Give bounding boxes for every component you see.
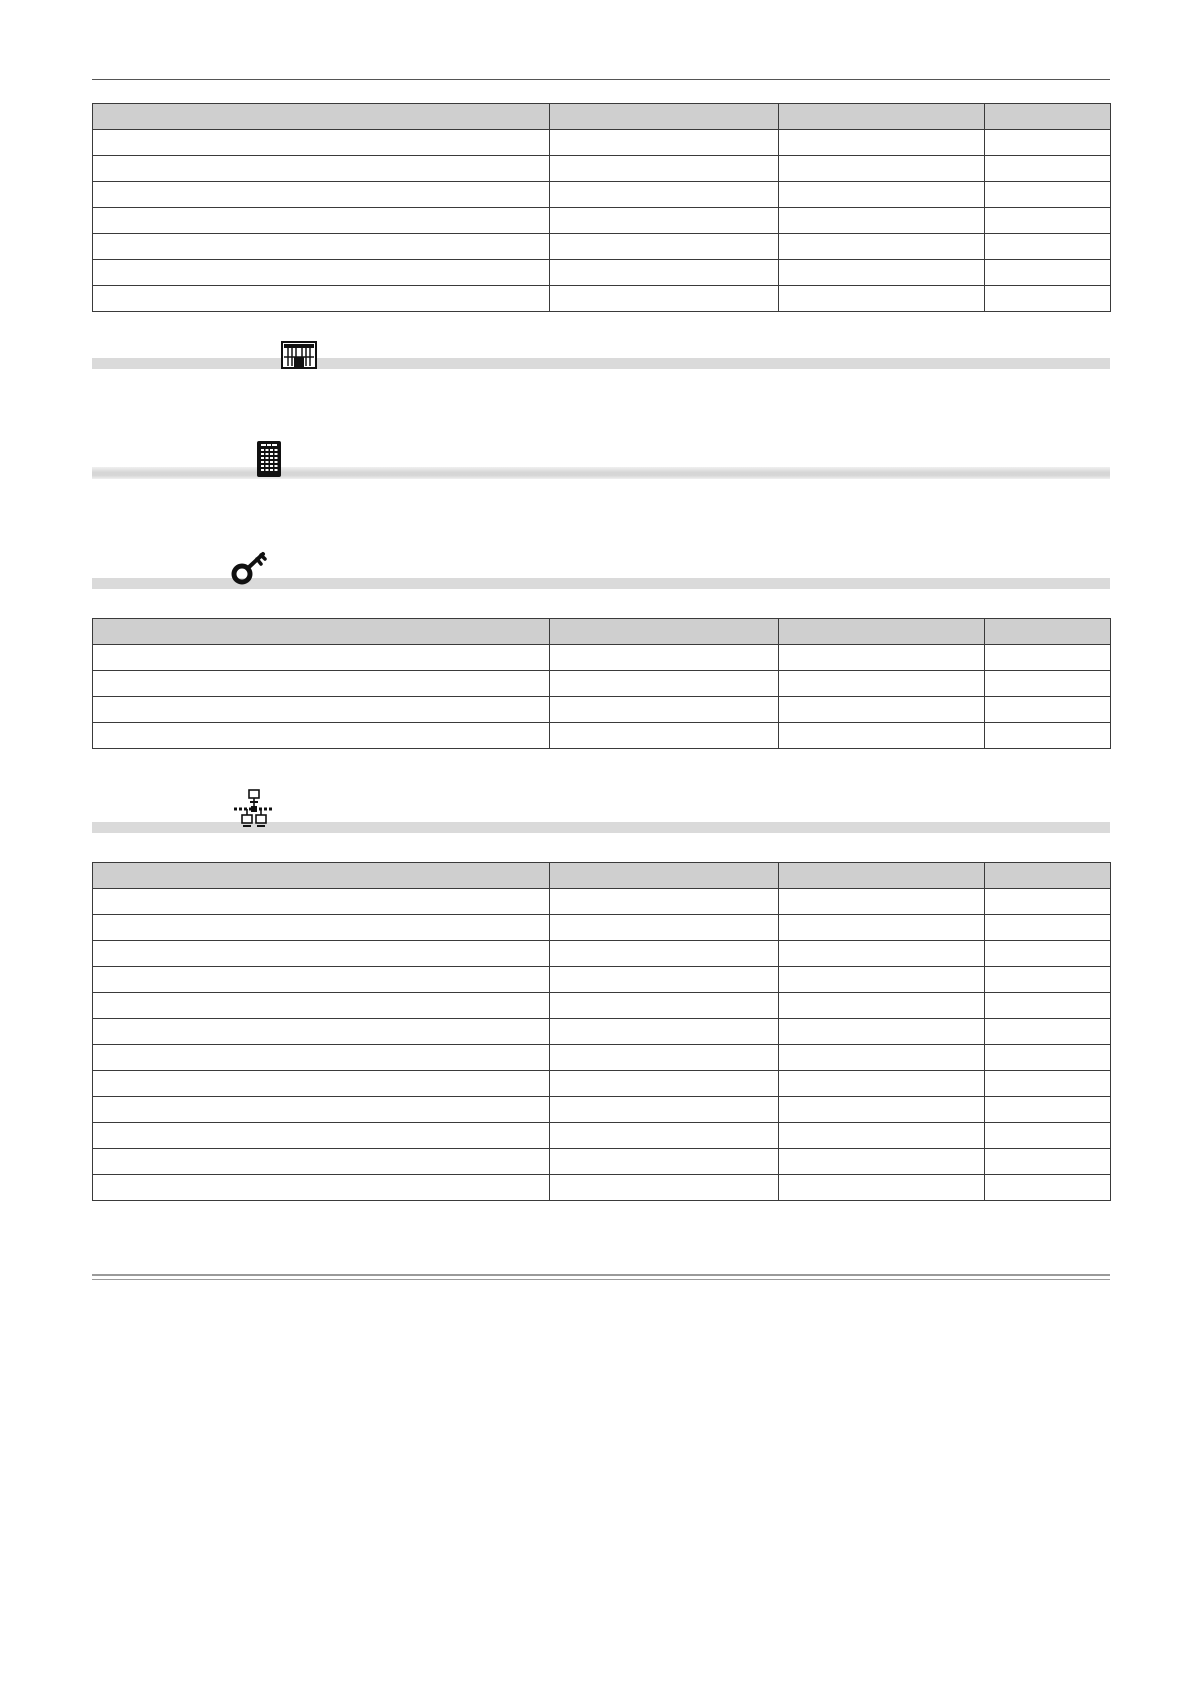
table-cell bbox=[550, 1097, 779, 1123]
network-icon bbox=[232, 789, 276, 829]
table-cell bbox=[779, 156, 985, 182]
table-cell bbox=[985, 1175, 1111, 1201]
table-cell bbox=[93, 234, 550, 260]
table-cell bbox=[550, 941, 779, 967]
table-header-cell bbox=[550, 104, 779, 130]
table-row bbox=[93, 941, 1111, 967]
table-row bbox=[93, 1175, 1111, 1201]
table-row bbox=[93, 671, 1111, 697]
table-row bbox=[93, 156, 1111, 182]
table-cell bbox=[779, 941, 985, 967]
table-row bbox=[93, 967, 1111, 993]
table-cell bbox=[93, 1019, 550, 1045]
table-cell bbox=[93, 1045, 550, 1071]
table-row bbox=[93, 208, 1111, 234]
table-cell bbox=[550, 967, 779, 993]
table-cell bbox=[93, 1097, 550, 1123]
table-header-cell bbox=[93, 104, 550, 130]
table-header-cell bbox=[985, 619, 1111, 645]
table-cell bbox=[985, 1045, 1111, 1071]
table-cell bbox=[985, 915, 1111, 941]
section-band-projector bbox=[92, 467, 1110, 479]
table-cell bbox=[93, 260, 550, 286]
table-cell bbox=[779, 671, 985, 697]
table-cell bbox=[985, 941, 1111, 967]
footer-rule bbox=[92, 1274, 1110, 1276]
table-cell bbox=[779, 1019, 985, 1045]
table-cell bbox=[93, 208, 550, 234]
table-cell bbox=[550, 1071, 779, 1097]
table-header-cell bbox=[550, 619, 779, 645]
table-cell bbox=[985, 889, 1111, 915]
table-cell bbox=[93, 993, 550, 1019]
table-row bbox=[93, 915, 1111, 941]
table-row bbox=[93, 1149, 1111, 1175]
table-cell bbox=[93, 1175, 550, 1201]
table-header-cell bbox=[985, 104, 1111, 130]
table-cell bbox=[985, 1071, 1111, 1097]
table-cell bbox=[550, 723, 779, 749]
table-row bbox=[93, 1123, 1111, 1149]
table-cell bbox=[550, 915, 779, 941]
table-cell bbox=[779, 915, 985, 941]
table-cell bbox=[550, 1175, 779, 1201]
table-cell bbox=[779, 967, 985, 993]
table-header-cell bbox=[779, 619, 985, 645]
table-row bbox=[93, 723, 1111, 749]
footer-rule bbox=[92, 1279, 1110, 1280]
table-cell bbox=[550, 260, 779, 286]
table-cell bbox=[93, 156, 550, 182]
table-cell bbox=[985, 130, 1111, 156]
table-cell bbox=[985, 1097, 1111, 1123]
menu-table-2 bbox=[92, 618, 1111, 749]
table-cell bbox=[93, 130, 550, 156]
table-header-cell bbox=[93, 863, 550, 889]
table-row bbox=[93, 1019, 1111, 1045]
table-cell bbox=[779, 697, 985, 723]
table-cell bbox=[550, 208, 779, 234]
table-cell bbox=[779, 993, 985, 1019]
table-cell bbox=[550, 1045, 779, 1071]
table-cell bbox=[779, 1071, 985, 1097]
table-cell bbox=[93, 645, 550, 671]
table-cell bbox=[550, 234, 779, 260]
table-cell bbox=[550, 671, 779, 697]
table-cell bbox=[550, 993, 779, 1019]
table-cell bbox=[93, 941, 550, 967]
table-cell bbox=[985, 993, 1111, 1019]
table-cell bbox=[779, 182, 985, 208]
table-cell bbox=[550, 645, 779, 671]
table-cell bbox=[985, 182, 1111, 208]
table-cell bbox=[779, 130, 985, 156]
table-cell bbox=[550, 1123, 779, 1149]
table-row bbox=[93, 260, 1111, 286]
table-cell bbox=[93, 967, 550, 993]
table-header-row bbox=[93, 863, 1111, 889]
table-cell bbox=[550, 1019, 779, 1045]
table-cell bbox=[985, 967, 1111, 993]
table-cell bbox=[93, 1071, 550, 1097]
table-cell bbox=[779, 208, 985, 234]
table-cell bbox=[779, 1123, 985, 1149]
table-cell bbox=[93, 889, 550, 915]
table-row bbox=[93, 286, 1111, 312]
table-row bbox=[93, 182, 1111, 208]
table-header-row bbox=[93, 619, 1111, 645]
table-row bbox=[93, 130, 1111, 156]
table-cell bbox=[985, 1149, 1111, 1175]
table-cell bbox=[550, 156, 779, 182]
table-cell bbox=[985, 234, 1111, 260]
table-row bbox=[93, 645, 1111, 671]
table-cell bbox=[779, 260, 985, 286]
table-row bbox=[93, 234, 1111, 260]
table-cell bbox=[985, 1123, 1111, 1149]
menu-table-3 bbox=[92, 862, 1111, 1201]
table-cell bbox=[779, 286, 985, 312]
page-header-rule bbox=[92, 79, 1110, 80]
table-cell bbox=[985, 697, 1111, 723]
table-cell bbox=[93, 915, 550, 941]
table-cell bbox=[779, 1175, 985, 1201]
table-cell bbox=[93, 182, 550, 208]
table-header-cell bbox=[779, 863, 985, 889]
table-cell bbox=[779, 723, 985, 749]
table-cell bbox=[550, 286, 779, 312]
table-row bbox=[93, 1071, 1111, 1097]
table-row bbox=[93, 1045, 1111, 1071]
table-cell bbox=[779, 1045, 985, 1071]
table-cell bbox=[985, 1019, 1111, 1045]
table-header-cell bbox=[93, 619, 550, 645]
table-cell bbox=[779, 645, 985, 671]
table-row bbox=[93, 697, 1111, 723]
table-cell bbox=[550, 1149, 779, 1175]
table-cell bbox=[550, 130, 779, 156]
table-cell bbox=[985, 208, 1111, 234]
table-row bbox=[93, 993, 1111, 1019]
table-header-cell bbox=[985, 863, 1111, 889]
section-band-display bbox=[92, 358, 1110, 369]
table-cell bbox=[985, 156, 1111, 182]
key-icon bbox=[230, 550, 270, 586]
table-header-cell bbox=[550, 863, 779, 889]
table-row bbox=[93, 1097, 1111, 1123]
table-cell bbox=[93, 1149, 550, 1175]
table-cell bbox=[93, 671, 550, 697]
display-grid-icon bbox=[281, 341, 317, 369]
table-cell bbox=[550, 182, 779, 208]
table-cell bbox=[779, 234, 985, 260]
table-cell bbox=[550, 889, 779, 915]
table-cell bbox=[779, 1097, 985, 1123]
table-cell bbox=[779, 1149, 985, 1175]
table-cell bbox=[985, 723, 1111, 749]
table-cell bbox=[985, 671, 1111, 697]
table-cell bbox=[985, 260, 1111, 286]
menu-table-1 bbox=[92, 103, 1111, 312]
table-header-row bbox=[93, 104, 1111, 130]
table-cell bbox=[93, 1123, 550, 1149]
table-header-cell bbox=[779, 104, 985, 130]
table-row bbox=[93, 889, 1111, 915]
table-cell bbox=[93, 286, 550, 312]
table-cell bbox=[93, 723, 550, 749]
table-cell bbox=[985, 645, 1111, 671]
table-cell bbox=[550, 697, 779, 723]
table-cell bbox=[779, 889, 985, 915]
remote-control-icon bbox=[256, 440, 282, 478]
table-cell bbox=[985, 286, 1111, 312]
table-cell bbox=[93, 697, 550, 723]
